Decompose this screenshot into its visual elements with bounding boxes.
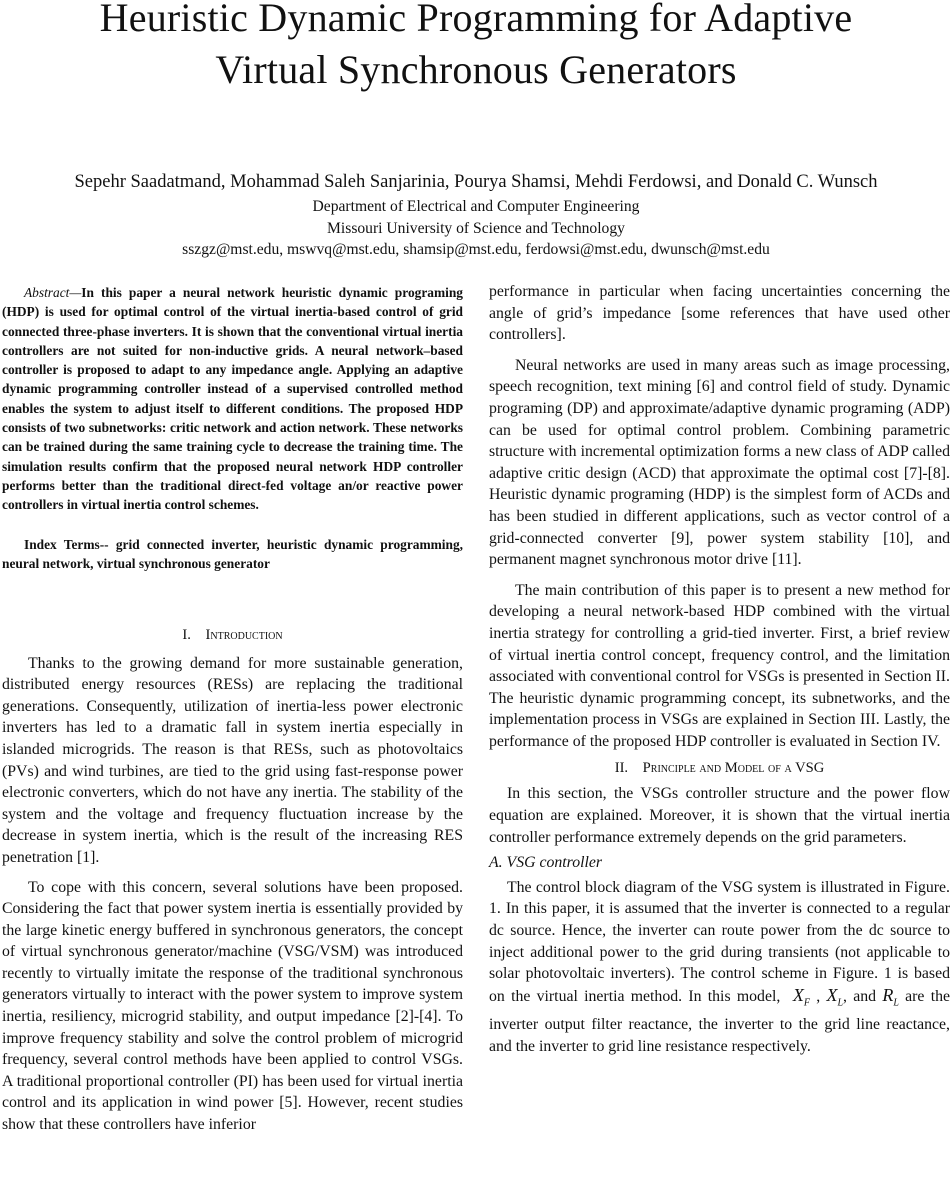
section-2-paragraph-2: The control block diagram of the VSG system is illustrated in Figure. 1. In this paper, it is assumed that the inverter is connected to a regular dc source. Hence, the inverter can route power from the dc source to inject additional power to the grid during transients (not applicable to solar photovoltaic inverters). The control scheme in Figure. 1 is based on the virtual inertia method. In this model, $X_F$ , $X_L$, and $R_L$ are the inverter output filter reactance, the inverter to the grid line reactance, and the inverter to grid line resistance respectively.: [489, 878, 951, 1055]
vsg-text-after: are the inverter output filter reactance, the inverter to the grid line reactance, and the inverter to grid line resistance respectively.: [489, 987, 951, 1055]
section-2-paragraph-1: In this section, the VSGs controller structure and the power flow equation are explained. Moreover, it is shown that the virtual inertia controller performance extremely depends on the grid parameters.: [489, 785, 950, 846]
vsg-text-before: The control block diagram of the VSG system is illustrated in Figure. 1. In this paper, it is assumed that the inverter is connected to a regular dc source. Hence, the inverter can route power from the dc source to inject additional power to the grid during transients (not applicable to solar photovoltaic inverters). The control scheme in Figure. 1 is based on the virtual inertia method. In this model,: [489, 878, 950, 1005]
intro-paragraph-4: The main contribution of this paper is to present a new method for developing a neural network-based HDP combined with the virtual inertia strategy for controlling a grid-tied inverter. First, a brief review of virtual inertia control concept, frequency control, and the limitation associated with conventional control for VSGs is presented in Section II. The heuristic dynamic programming concept, its subnetworks, and the implementation process in VSGs are explained in Section III. Lastly, the performance of the proposed HDP controller is evaluated in Section IV.: [489, 581, 950, 750]
section-1-title: Introduction: [205, 626, 283, 643]
section-1-number: I.: [182, 626, 191, 643]
intro-continuation: performance in particular when facing uncertainties concerning the angle of grid’s impedance [some references that have used other controllers].: [489, 283, 950, 344]
section-1-heading: [2, 625, 463, 645]
author-list: Sepehr Saadatmand, Mohammad Saleh Sanjarinia, Pourya Shamsi, Mehdi Ferdowsi, and Donald C. Wunsch: [74, 172, 878, 192]
intro-paragraph-3: Neural networks are used in many areas such as image processing, speech recognition, text mining [6] and control field of study. Dynamic programing (DP) and approximate/adaptive dynamic programing (ADP) can be used for optimal control problem. Combining parametric structure with incremental optimization forms a new class of ADP called adaptive critic design (ACD) that approximate the optimal cost [7]-[8]. Heuristic dynamic programing (HDP) is the simplest form of ACDs and has been studied in different applications, such as vector control of a grid-connected converter [9], power system stability [10], and permanent magnet synchronous motor drive [11].: [489, 356, 950, 569]
and-word: , and: [843, 987, 877, 1005]
symbol-xl: $X_L$: [826, 984, 843, 1009]
index-terms: Index Terms-- grid connected inverter, heuristic dynamic programming, neural network, virtual synchronous generator: [2, 536, 463, 571]
abstract-lead: Abstract—: [24, 285, 82, 300]
title-line-2: Virtual Synchronous Generators: [215, 47, 737, 92]
abstract-text: In this paper a neural network heuristic dynamic programing (HDP) is used for optimal control of the virtual inertia-based control of grid connected three-phase inverters. It is shown that the conventional virtual inertia controllers are not suited for non-inductive grids. A neural network–based controller is proposed to adapt to any impedance angle. Applying an adaptive dynamic programming controller instead of a supervised controlled method enables the system to adjust itself to different conditions. The proposed HDP consists of two subnetworks: critic network and action network. These networks can be trained during the same training cycle to decrease the training time. The simulation results confirm that the proposed neural network HDP controller performs better than the traditional direct-fed voltage an/or reactive power controllers in virtual inertia control schemes.: [2, 285, 463, 513]
department: Department of Electrical and Computer Engineering: [312, 198, 640, 215]
email-list: sszgz@mst.edu, mswvq@mst.edu, shamsip@mst.edu, ferdowsi@mst.edu, dwunsch@mst.edu: [182, 241, 770, 258]
intro-paragraph-1: Thanks to the growing demand for more sustainable generation, distributed energy resources (RESs) are replacing the traditional generations. Consequently, utilization of inertia-less power electronic inverters has led to a dramatic fall in system inertia especially in islanded microgrids. The reason is that RESs, such as photovoltaics (PVs) and wind turbines, are tied to the grid using fast-response power electronic converters, which do not have any inertia. The stability of the system and the voltage and frequency fluctuation increase by the decrease in system inertia, which is the result of the increasing RES penetration [1].: [2, 654, 463, 866]
right-column: [489, 281, 950, 1057]
symbol-rl: $R_L$: [882, 984, 899, 1009]
section-2-number: II.: [614, 760, 629, 777]
title-line-1: Heuristic Dynamic Programming for Adaptive: [99, 0, 853, 40]
affiliation-block: [0, 196, 952, 261]
left-column: [2, 283, 463, 1136]
section-2-title: Principle and Model of a VSG: [642, 760, 825, 777]
abstract: [2, 283, 463, 515]
paper-title: [40, 0, 912, 96]
intro-paragraph-2: To cope with this concern, several solutions have been proposed. Considering the fact that power system inertia is essentially provided by the large kinetic energy buffered in synchronous generators, the concept of virtual synchronous generator/machine (VSG/VSM) was introduced recently to virtually imitate the response of the traditional synchronous generators virtually to interact with the power system to improve system inertia, resiliency, microgrid stability, and output impedance [2]-[4]. To improve frequency stability and solve the control problem of microgrid frequency, several control methods have been applied to control VSGs. A traditional proportional controller (PI) has been used for virtual inertia control and its application in wind power [5]. However, recent studies show that these controllers have inferior: [2, 878, 463, 1134]
university: Missouri University of Science and Technology: [327, 219, 625, 237]
section-2-heading: [489, 758, 950, 778]
subsection-heading: A. VSG controller: [489, 854, 603, 872]
symbol-xf: $X_F$: [792, 984, 810, 1009]
